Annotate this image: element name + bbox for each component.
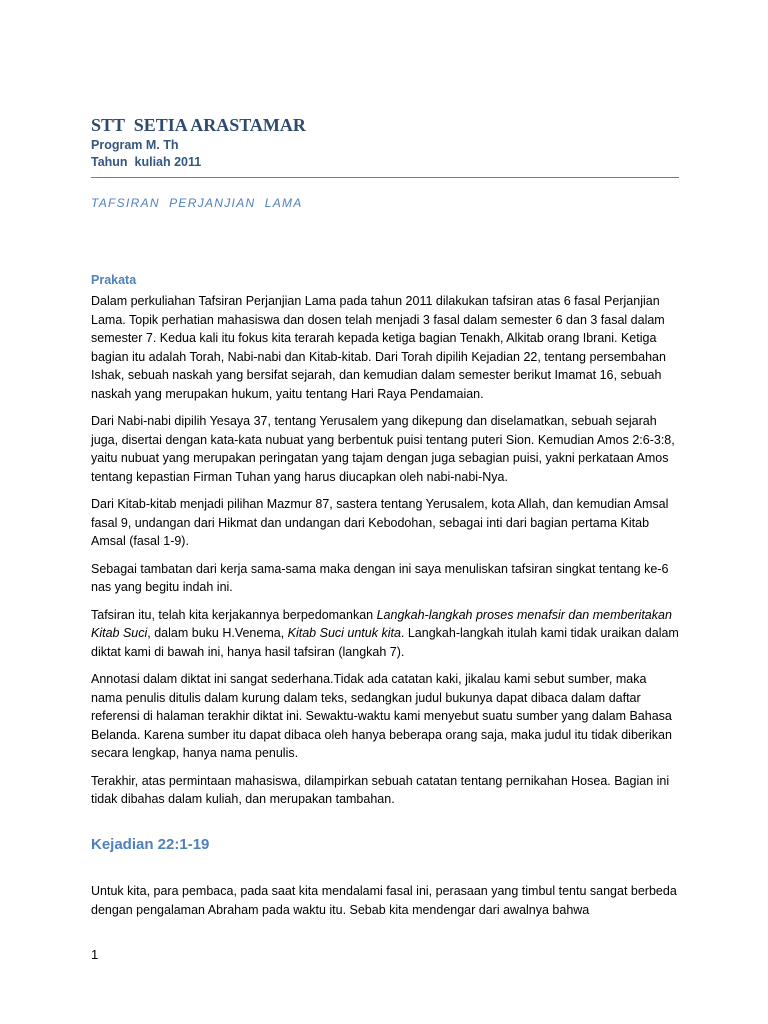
chapter-heading: Kejadian 22:1-19: [91, 836, 210, 853]
preface-paragraph-5-text-c: . Langkah-langkah itulah kami tidak uraikan dalam diktat kami di bawah ini, hanya hasil tafsiran (langkah 7).: [91, 626, 679, 659]
preface-paragraph-5-text-a: Tafsiran itu, telah kita kerjakannya berpedomankan: [91, 607, 377, 622]
preface-paragraph-4: Sebagai tambatan dari kerja sama-sama maka dengan ini saya menuliskan tafsiran singkat tentang ke-6 nas yang begitu indah ini.: [91, 561, 669, 594]
chapter-paragraph-1: Untuk kita, para pembaca, pada saat kita mendalami fasal ini, perasaan yang timbul tentu sangat berbeda dengan pengalaman Abraham pada waktu itu. Sebab kita mendengar dari awalnya bahwa: [91, 884, 677, 917]
reference-title-kitab-suci: Kitab Suci untuk kita: [287, 626, 401, 640]
preface-paragraph-5-text-b: , dalam buku H.Venema,: [147, 626, 288, 640]
institution-title: STT SETIA ARASTAMAR: [91, 115, 306, 135]
preface-paragraph-1: Dalam perkuliahan Tafsiran Perjanjian Lama pada tahun 2011 dilakukan tafsiran atas 6 fasal Perjanjian Lama. Topik perhatian mahasiswa dan dosen telah menjadi 3 fasal dalam semester 6 dan 3 fasal dalam semester 7. Kedua kali itu fokus kita terarah kepada ketiga bagian Tenakh, Alkitab orang Ibrani. Ketiga bagian itu adalah Torah, Nabi-nabi dan Kitab-kitab. Dari Torah dipilih Kejadian 22, tentang persembahan Ishak, sebuah naskah yang bersifat sejarah, dan kemudian dalam semester berikut Imamat 16, sebuah naskah yang merupakan hukum, yaitu tentang Hari Raya Pendamaian.: [91, 294, 666, 401]
course-title: TAFSIRAN PERJANJIAN LAMA: [91, 196, 303, 210]
preface-paragraph-5: [91, 606, 681, 662]
program-label: Program M. Th: [91, 138, 179, 152]
page-number: 1: [91, 947, 99, 962]
header-divider: [91, 177, 679, 178]
preface-heading: Prakata: [91, 273, 137, 287]
chapter-body: [91, 882, 681, 920]
preface-paragraph-3: Dari Kitab-kitab menjadi pilihan Mazmur 87, sastera tentang Yerusalem, kota Allah, dan kemudian Amsal fasal 9, undangan dari Hikmat dan undangan dari Kebodohan, sebagai inti dari bagian pertama Kitab Amsal (fasal 1-9).: [91, 497, 669, 548]
reference-title-langkah: Langkah-langkah proses menafsir dan memberitakan Kitab Suci: [91, 607, 672, 640]
preface-body: [91, 292, 681, 818]
preface-paragraph-2: Dari Nabi-nabi dipilih Yesaya 37, tentang Yerusalem yang dikepung dan diselamatkan, sebuah sejarah juga, disertai dengan kata-kata nubuat yang berbentuk puisi tentang puteri Sion. Kemudian Amos 2:6-3:8, yaitu nubuat yang merupakan peringatan yang tajam dengan juga sebagian puisi, yakni perkataan Amos tentang kepastian Firman Tuhan yang harus diucapkan oleh nabi-nabi-Nya.: [91, 414, 675, 484]
year-label: Tahun kuliah 2011: [91, 155, 202, 169]
preface-paragraph-6: Annotasi dalam diktat ini sangat sederhana.Tidak ada catatan kaki, jikalau kami sebut sumber, maka nama penulis ditulis dalam kurung dalam teks, sedangkan judul bukunya dapat dibaca dalam daftar referensi di halaman terakhir diktat ini. Sewaktu-waktu kami menyebut suatu sumber yang dalam Bahasa Belanda. Karena sumber itu dapat dibaca oleh hanya beberapa orang saja, maka judul itu tidak diberikan secara lengkap, hanya nama penulis.: [91, 672, 672, 760]
preface-paragraph-7: Terakhir, atas permintaan mahasiswa, dilampirkan sebuah catatan tentang pernikahan Hosea. Bagian ini tidak dibahas dalam kuliah, dan merupakan tambahan.: [91, 773, 670, 806]
